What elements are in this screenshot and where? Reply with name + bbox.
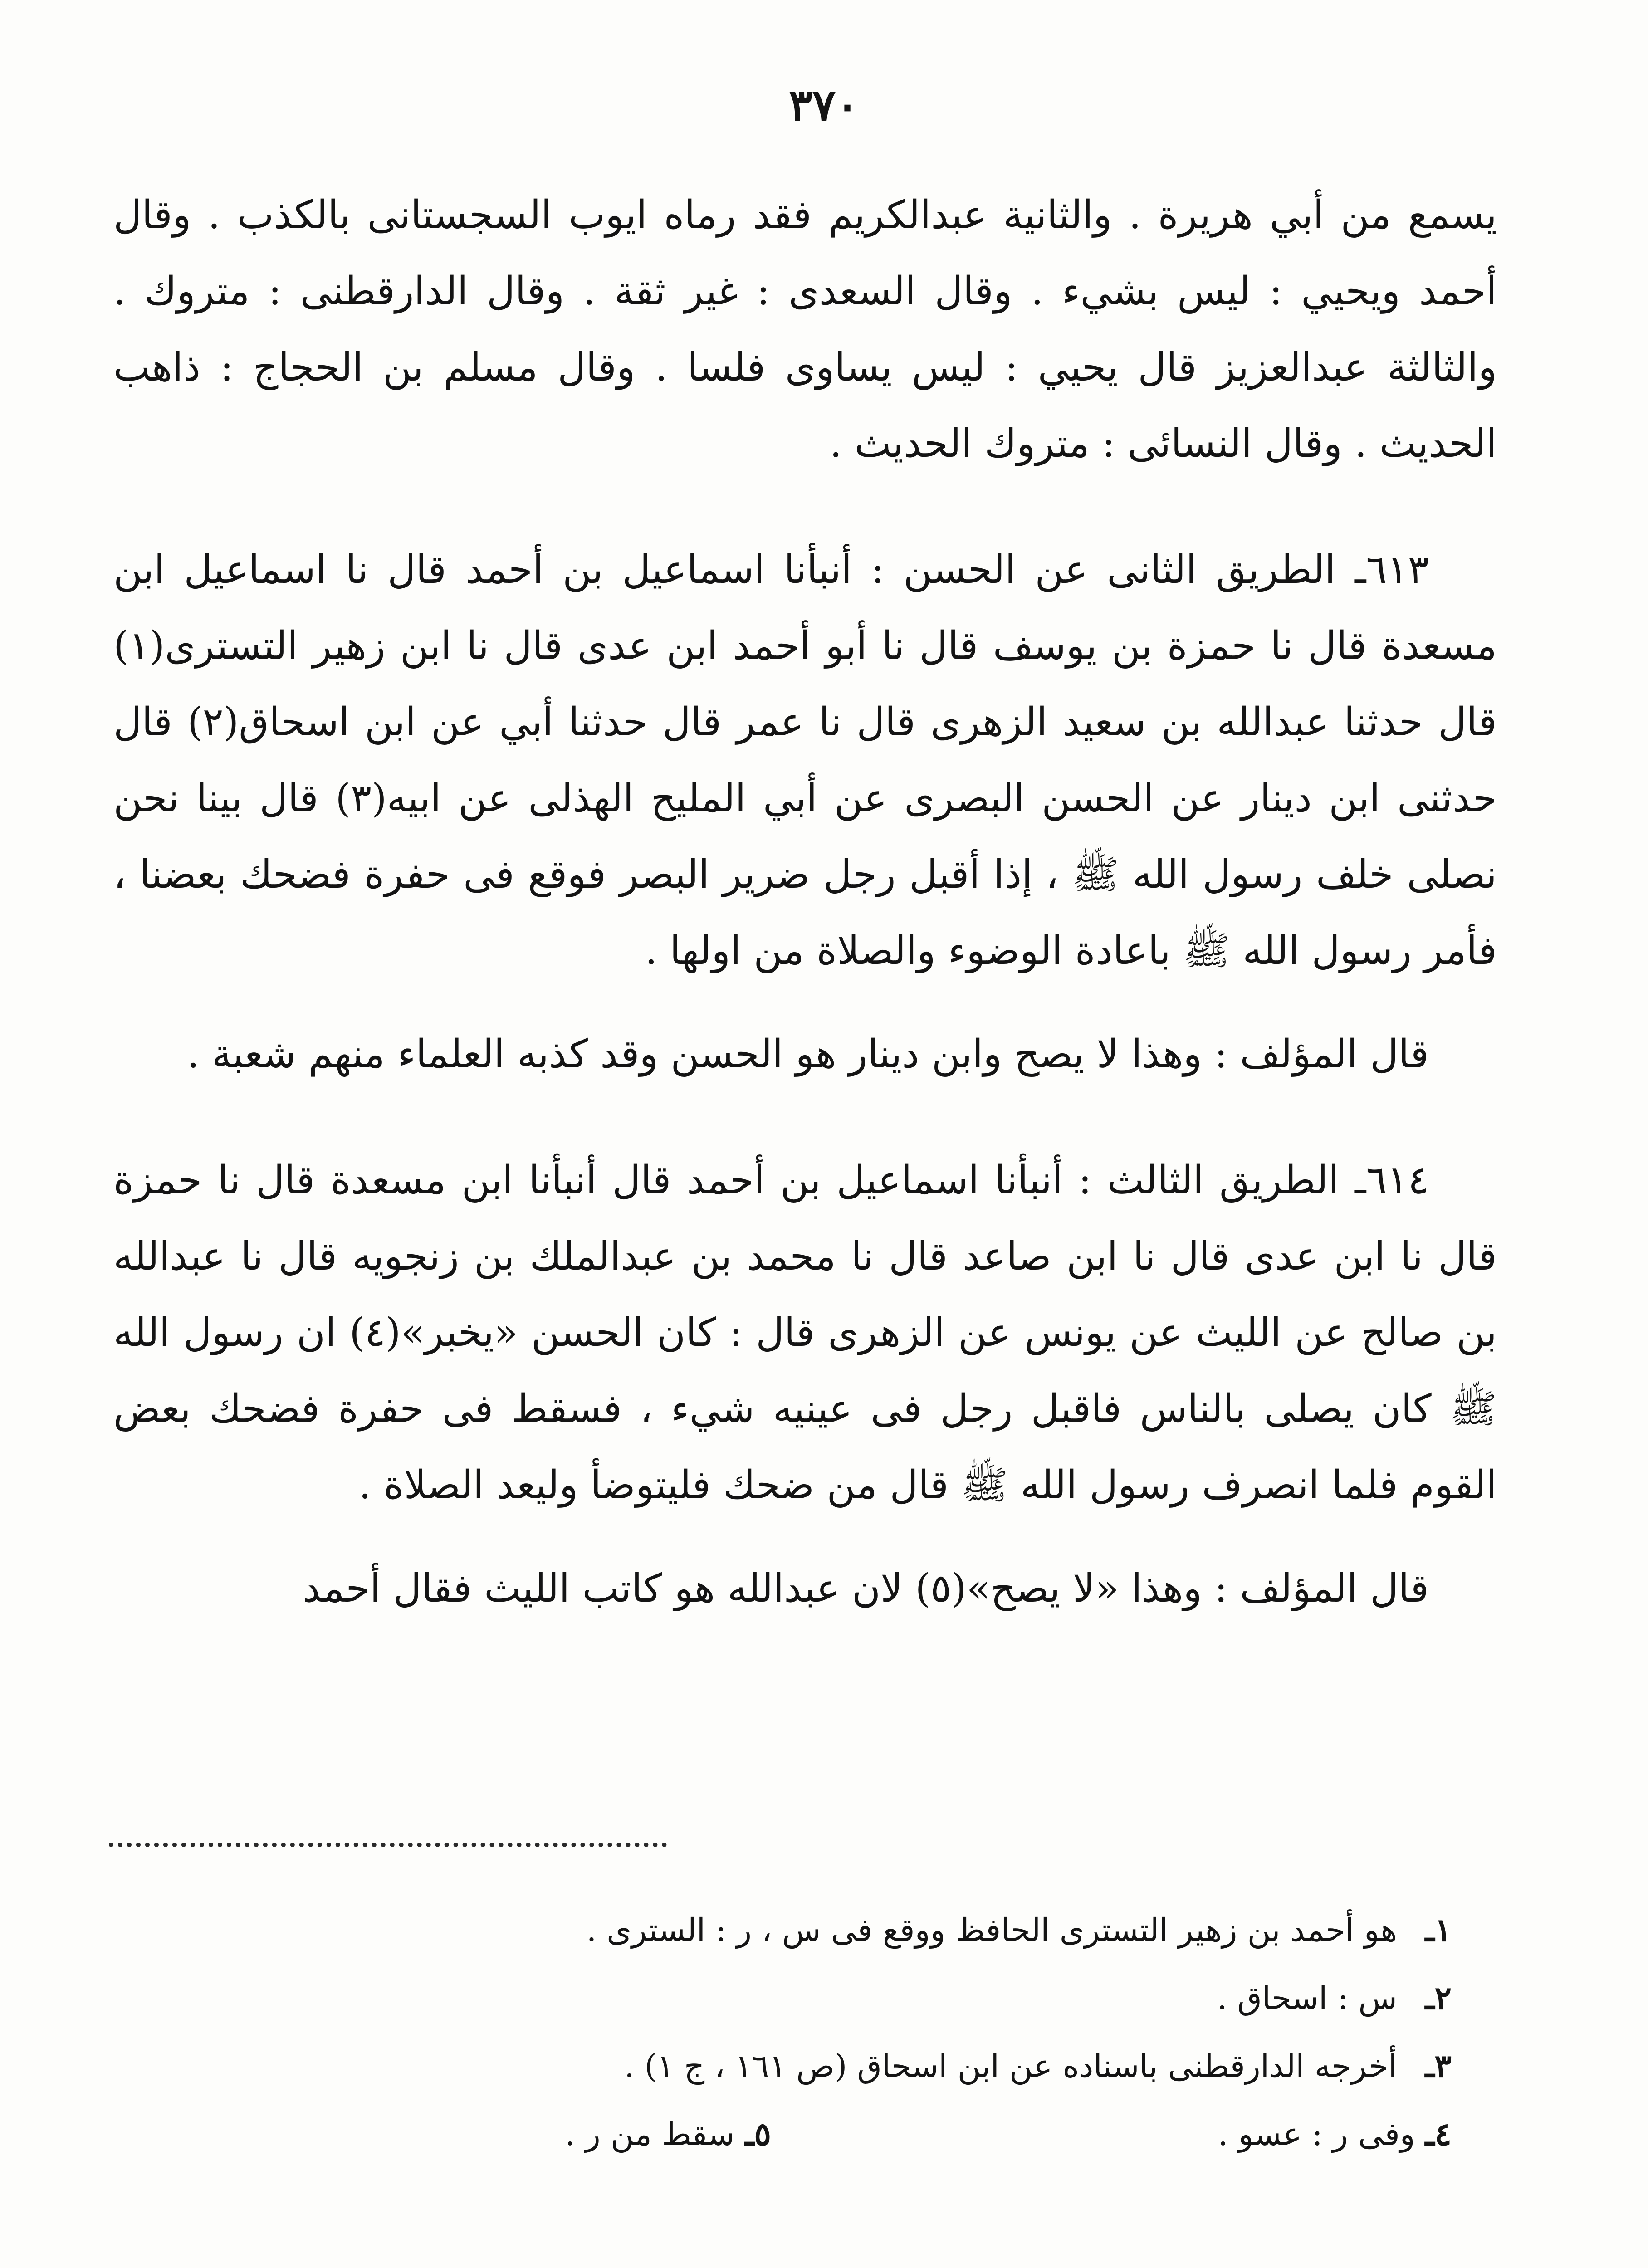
footnote-4 (907, 2100, 1452, 2168)
footnote-text: أخرجه الدارقطنى باسناده عن ابن اسحاق (ص ١٦١ ، ج ١) . (624, 2048, 1397, 2085)
body-text (113, 177, 1497, 1627)
paragraph-author-comment-2: قال المؤلف : وهذا «لا يصح»(٥) لان عبدالله هو كاتب الليث فقال أحمد (303, 1566, 1429, 1611)
paragraph-hadith-614: ٦١٤ـ الطريق الثالث : أنبأنا اسماعيل بن أحمد قال أنبأنا ابن مسعدة قال نا حمزة قال نا ابن عدى قال نا ابن صاعد قال نا محمد بن عبدالملك بن زنجويه قال نا عبدالله بن صالح عن الليث عن يونس عن الزهرى قال : كان الحسن «يخبر»(٤) ان رسول الله ﷺ كان يصلى بالناس فاقبل رجل فى عينيه شيء ، فسقط فى حفرة فضحك بعض القوم فلما انصرف رسول الله ﷺ قال من ضحك فليتوضأ وليعد الصلاة . (113, 1158, 1497, 1508)
footnote-text: س : اسحاق . (1217, 1980, 1397, 2017)
footnote-3 (136, 2032, 1452, 2100)
footnote-row-4-5 (136, 2100, 1452, 2168)
footnote-number: ٤ـ (1425, 2115, 1452, 2153)
paragraph-author-comment-1: قال المؤلف : وهذا لا يصح وابن دينار هو الحسن وقد كذبه العلماء منهم شعبة . (187, 1031, 1429, 1077)
page-number: ٣٧٠ (789, 79, 859, 131)
footnote-1 (136, 1896, 1452, 1964)
footnote-5 (227, 2100, 771, 2168)
footnote-number: ٥ـ (744, 2115, 771, 2153)
footnote-text: هو أحمد بن زهير التسترى الحافظ ووقع فى س ، ر : السترى . (586, 1911, 1397, 1949)
footnote-number: ١ـ (1425, 1911, 1452, 1949)
paragraph-hadith-613: ٦١٣ـ الطريق الثانى عن الحسن : أنبأنا اسماعيل بن أحمد قال نا اسماعيل ابن مسعدة قال نا حمزة بن يوسف قال نا أبو أحمد ابن عدى قال نا ابن زهير التسترى(١) قال حدثنا عبدالله بن سعيد الزهرى قال نا عمر قال حدثنا أبي عن ابن اسحاق(٢) قال حدثنى ابن دينار عن الحسن البصرى عن أبي المليح الهذلى عن ابيه(٣) قال بينا نحن نصلى خلف رسول الله ﷺ ، إذا أقبل رجل ضرير البصر فوقع فى حفرة فضحك بعضنا ، فأمر رسول الله ﷺ باعادة الوضوء والصلاة من اولها . (113, 547, 1497, 973)
footnotes (136, 1896, 1452, 2168)
footnote-text: وفى ر : عسو . (1218, 2116, 1415, 2153)
footnote-number: ٢ـ (1425, 1979, 1452, 2017)
footnote-separator (109, 1843, 667, 1847)
paragraph-narrators-criticism: يسمع من أبي هريرة . والثانية عبدالكريم فقد رماه ايوب السجستانى بالكذب . وقال أحمد ويحيي : ليس بشيء . وقال السعدى : غير ثقة . وقال الدارقطنى : متروك . والثالثة عبدالعزيز قال يحيي : ليس يساوى فلسا . وقال مسلم بن الحجاج : ذاهب الحديث . وقال النسائى : متروك الحديث . (113, 192, 1497, 466)
footnote-2 (136, 1964, 1452, 2032)
footnote-text: سقط من ر . (565, 2116, 735, 2153)
footnote-number: ٣ـ (1425, 2047, 1452, 2085)
